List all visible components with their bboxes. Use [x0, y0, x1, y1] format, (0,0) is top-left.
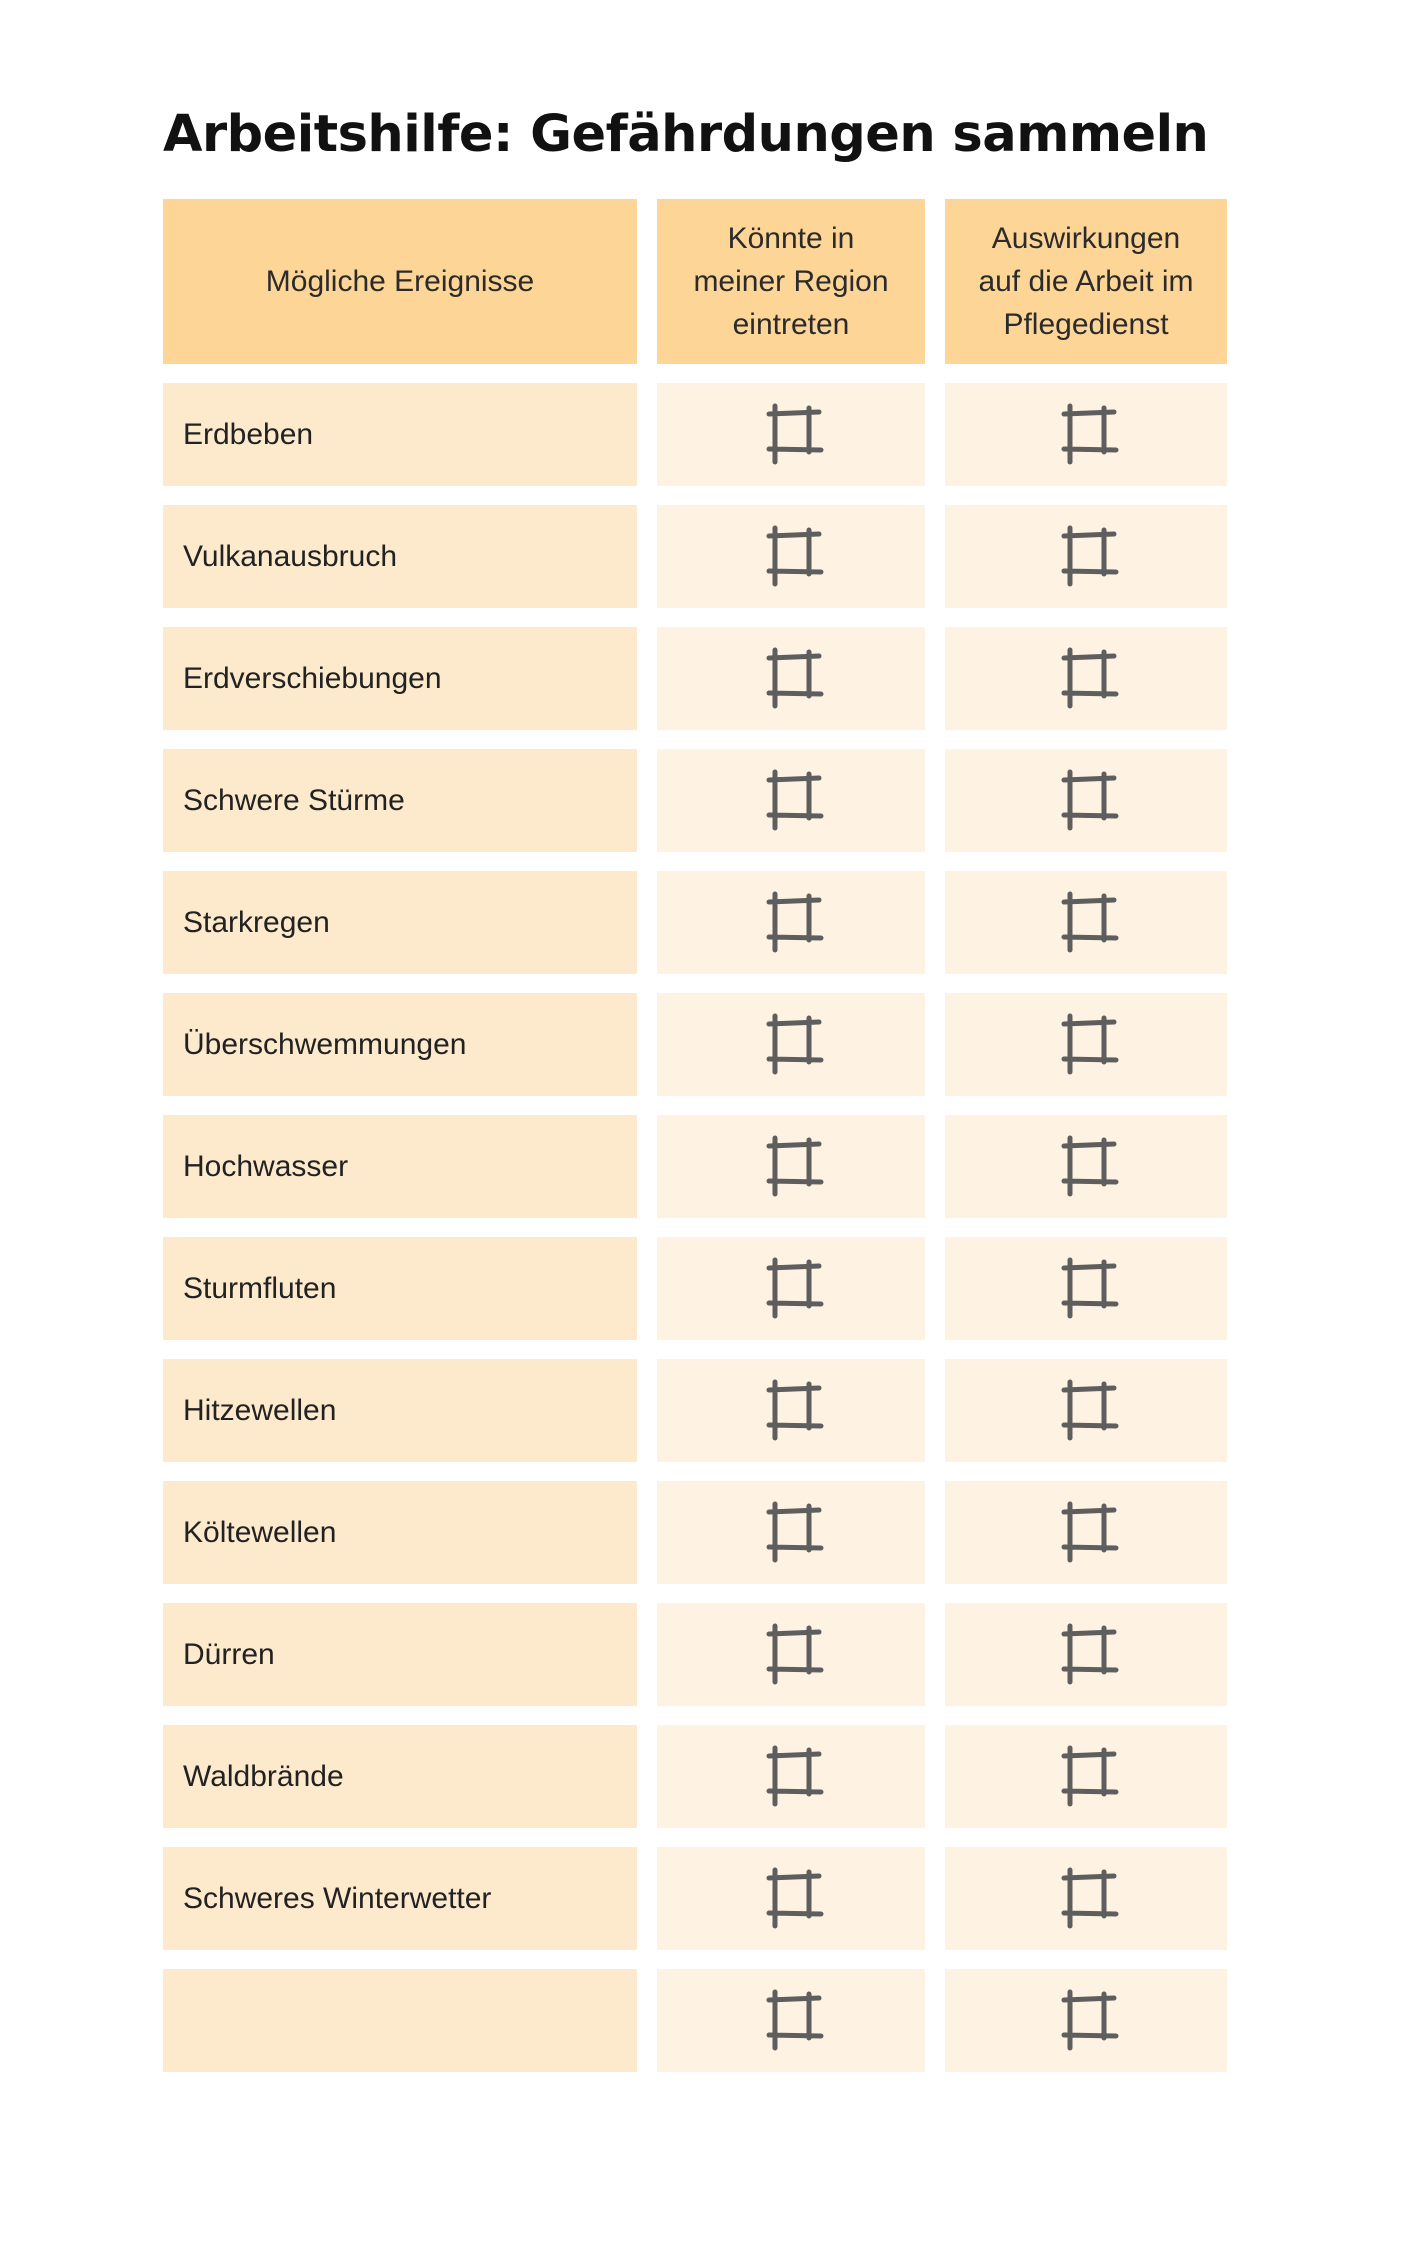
event-label: Schwere Stürme [163, 749, 637, 852]
event-label: Schweres Winterwetter [163, 1847, 637, 1950]
header-line: eintreten [732, 308, 850, 341]
event-label: Erdverschiebungen [163, 627, 637, 730]
impact-checkbox-cell [945, 1969, 1227, 2072]
region-checkbox-cell [657, 383, 925, 486]
event-label: Hochwasser [163, 1115, 637, 1218]
worksheet [163, 97, 1226, 1915]
hand-drawn-checkbox-icon[interactable] [763, 524, 827, 590]
impact-checkbox-cell [945, 1603, 1227, 1706]
event-label: Waldbrände [163, 1725, 637, 1828]
header-impact-on-care-service [945, 199, 1227, 364]
region-checkbox-cell [657, 1237, 925, 1340]
hand-drawn-checkbox-icon[interactable] [763, 768, 827, 834]
impact-checkbox-cell [945, 1115, 1227, 1218]
hand-drawn-checkbox-icon[interactable] [1058, 768, 1122, 834]
hand-drawn-checkbox-icon[interactable] [763, 1744, 827, 1810]
region-checkbox-cell [657, 1603, 925, 1706]
region-checkbox-cell [657, 993, 925, 1096]
region-checkbox-cell [657, 1115, 925, 1218]
impact-checkbox-cell [945, 1481, 1227, 1584]
hand-drawn-checkbox-icon[interactable] [763, 1622, 827, 1688]
header-line: Könnte in [727, 222, 855, 255]
region-checkbox-cell [657, 871, 925, 974]
event-label [163, 1969, 637, 2072]
impact-checkbox-cell [945, 1725, 1227, 1828]
hand-drawn-checkbox-icon[interactable] [1058, 1134, 1122, 1200]
hand-drawn-checkbox-icon[interactable] [763, 402, 827, 468]
impact-checkbox-cell [945, 627, 1227, 730]
header-line: meiner Region [693, 265, 889, 298]
hand-drawn-checkbox-icon[interactable] [1058, 890, 1122, 956]
hand-drawn-checkbox-icon[interactable] [1058, 1988, 1122, 2054]
hand-drawn-checkbox-icon[interactable] [763, 1378, 827, 1444]
header-line: Pflegedienst [1003, 308, 1169, 341]
hand-drawn-checkbox-icon[interactable] [1058, 524, 1122, 590]
region-checkbox-cell [657, 627, 925, 730]
event-label: Starkregen [163, 871, 637, 974]
header-line: Auswirkungen [991, 222, 1181, 255]
hand-drawn-checkbox-icon[interactable] [1058, 1500, 1122, 1566]
hand-drawn-checkbox-icon[interactable] [1058, 1866, 1122, 1932]
hand-drawn-checkbox-icon[interactable] [1058, 1256, 1122, 1322]
event-label: Hitzewellen [163, 1359, 637, 1462]
hand-drawn-checkbox-icon[interactable] [1058, 1622, 1122, 1688]
page-title: Arbeitshilfe: Gefährdungen sammeln [163, 105, 1209, 164]
region-checkbox-cell [657, 505, 925, 608]
impact-checkbox-cell [945, 1847, 1227, 1950]
event-label: Vulkanausbruch [163, 505, 637, 608]
hazard-table [163, 199, 1227, 2072]
event-label: Sturmfluten [163, 1237, 637, 1340]
event-label: Költewellen [163, 1481, 637, 1584]
impact-checkbox-cell [945, 1359, 1227, 1462]
hand-drawn-checkbox-icon[interactable] [1058, 1012, 1122, 1078]
impact-checkbox-cell [945, 383, 1227, 486]
hand-drawn-checkbox-icon[interactable] [1058, 646, 1122, 712]
header-could-occur-in-region [657, 199, 925, 364]
hand-drawn-checkbox-icon[interactable] [763, 1866, 827, 1932]
region-checkbox-cell [657, 1847, 925, 1950]
header-line: auf die Arbeit im [978, 265, 1194, 298]
impact-checkbox-cell [945, 505, 1227, 608]
event-label: Erdbeben [163, 383, 637, 486]
region-checkbox-cell [657, 1481, 925, 1584]
event-label: Dürren [163, 1603, 637, 1706]
hand-drawn-checkbox-icon[interactable] [763, 1012, 827, 1078]
header-possible-events [163, 199, 637, 364]
impact-checkbox-cell [945, 993, 1227, 1096]
hand-drawn-checkbox-icon[interactable] [763, 1134, 827, 1200]
hand-drawn-checkbox-icon[interactable] [1058, 1378, 1122, 1444]
impact-checkbox-cell [945, 1237, 1227, 1340]
region-checkbox-cell [657, 1969, 925, 2072]
region-checkbox-cell [657, 749, 925, 852]
hand-drawn-checkbox-icon[interactable] [763, 1256, 827, 1322]
hand-drawn-checkbox-icon[interactable] [1058, 1744, 1122, 1810]
region-checkbox-cell [657, 1725, 925, 1828]
header-line: Mögliche Ereignisse [265, 265, 535, 298]
hand-drawn-checkbox-icon[interactable] [763, 1500, 827, 1566]
region-checkbox-cell [657, 1359, 925, 1462]
impact-checkbox-cell [945, 749, 1227, 852]
hand-drawn-checkbox-icon[interactable] [1058, 402, 1122, 468]
hand-drawn-checkbox-icon[interactable] [763, 890, 827, 956]
impact-checkbox-cell [945, 871, 1227, 974]
hand-drawn-checkbox-icon[interactable] [763, 646, 827, 712]
event-label: Überschwemmungen [163, 993, 637, 1096]
hand-drawn-checkbox-icon[interactable] [763, 1988, 827, 2054]
